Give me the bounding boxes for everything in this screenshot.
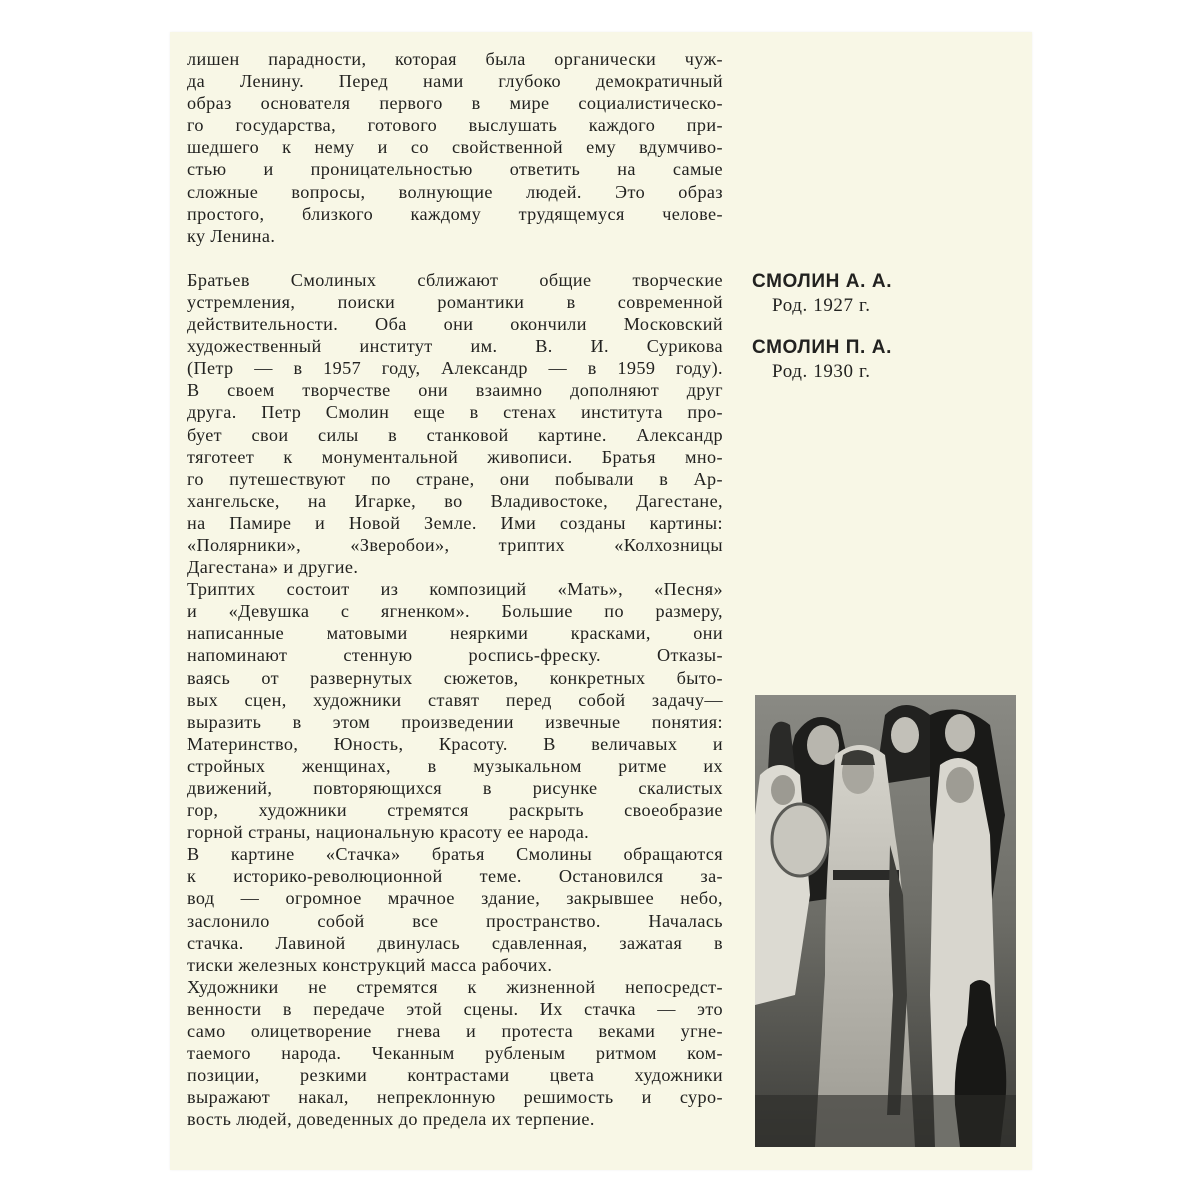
paragraph-4 [187, 843, 723, 976]
text-line: венности в передаче этой сцены. Их стачка — это [187, 998, 723, 1019]
text-line: ку Ленина. [187, 225, 276, 246]
text-line: выражают накал, непреклонную решимость и суро- [187, 1087, 723, 1108]
text-line: сложные вопросы, волнующие людей. Это образ [187, 181, 723, 202]
text-line: устремления, поиски романтики в современной [187, 291, 723, 312]
text-line: и «Девушка с ягненком». Большие по размеру, [187, 601, 723, 622]
text-line: го государства, готового выслушать каждого при- [187, 115, 723, 136]
artist-entry [752, 336, 952, 384]
text-line: Дагестана» и другие. [187, 557, 359, 578]
text-line: написанные матовыми неяркими красками, они [187, 623, 723, 644]
text-line: напоминают стенную роспись-фреску. Отказы- [187, 645, 723, 666]
text-line: художественный институт им. В. И. Сурикова [187, 336, 723, 357]
paragraph-1 [187, 48, 723, 247]
text-line: простого, близкого каждому трудящемуся челове- [187, 203, 723, 224]
text-line: стью и проницательностью ответить на самые [187, 159, 723, 180]
text-line: друга. Петр Смолин еще в стенах института про- [187, 402, 723, 423]
text-line: к историко-революционной теме. Остановился за- [187, 866, 723, 887]
painting-image [755, 695, 1016, 1147]
text-line: заслонило собой все пространство. Началась [187, 910, 723, 931]
text-line: движений, повторяющихся в рисунке скалистых [187, 778, 723, 798]
text-line: В своем творчестве они взаимно дополняют друг [187, 380, 723, 401]
text-line: образ основателя первого в мире социалистическо- [187, 93, 723, 114]
paragraph-3 [187, 578, 723, 843]
artist-entry [752, 270, 952, 318]
text-line: тяготеет к монументальной живописи. Братья мно- [187, 446, 723, 467]
paragraph-5 [187, 976, 723, 1131]
text-line: Братьев Смолиных сближают общие творческие [187, 269, 723, 290]
text-line: вых сцен, художники ставят перед собой задачу— [187, 689, 723, 710]
text-line: ваясь от развернутых сюжетов, конкретных быто- [187, 667, 723, 688]
text-line: стачка. Лавиной двинулась сдавленная, зажатая в [187, 932, 723, 953]
text-line: стройных женщинах, в музыкальном ритме их [187, 755, 723, 776]
text-line: В картине «Стачка» братья Смолины обращаются [187, 844, 723, 865]
text-line: горной страны, национальную красоту ее народа. [187, 822, 590, 843]
text-line: лишен парадности, которая была органически чуж- [187, 49, 723, 69]
text-line: хангельске, на Игарке, во Владивостоке, Дагестане, [187, 490, 723, 511]
text-line: (Петр — в 1957 году, Александр — в 1959 году). [187, 358, 723, 379]
text-line: «Полярники», «Зверобои», триптих «Колхозницы [187, 534, 723, 555]
text-line: таемого народа. Чеканным рубленым ритмом ком- [187, 1043, 723, 1064]
text-line: го путешествуют по стране, они побывали в Ар- [187, 468, 723, 489]
painting-reproduction [755, 695, 1016, 1147]
artist-name: СМОЛИН П. А. [752, 337, 893, 358]
text-line: да Ленину. Перед нами глубоко демократичный [187, 71, 723, 92]
text-line: на Памире и Новой Земле. Ими созданы картины: [187, 512, 723, 533]
text-line: Материнство, Юность, Красоту. В величавых и [187, 733, 723, 754]
text-line: вость людей, доведенных до предела их терпение. [187, 1109, 595, 1130]
text-line: выразить в этом произведении извечные понятия: [187, 711, 723, 732]
artist-birth-year: Род. 1930 г. [772, 361, 871, 382]
text-line: Триптих состоит из композиций «Мать», «Песня» [187, 579, 723, 600]
text-line: гор, художники стремятся раскрыть своеобразие [187, 800, 723, 821]
text-line: позиции, резкими контрастами цвета художники [187, 1065, 723, 1086]
artist-birth-year: Род. 1927 г. [772, 295, 871, 316]
paragraph-2 [187, 269, 723, 578]
text-line: само олицетворение гнева и протеста веками угне- [187, 1021, 723, 1042]
text-line: тиски железных конструкций масса рабочих. [187, 954, 553, 975]
artist-name: СМОЛИН А. А. [752, 271, 893, 292]
text-line: Художники не стремятся к жизненной непосредст- [187, 976, 723, 997]
text-line: действительности. Оба они окончили Московский [187, 314, 723, 335]
text-line: вод — огромное мрачное здание, закрывшее небо, [187, 888, 723, 909]
main-text-column [187, 48, 723, 1131]
text-line: шедшего к нему и со свойственной ему вдумчиво- [187, 137, 723, 158]
artist-sidebar [752, 270, 952, 402]
text-line: бует свои силы в станковой картине. Александр [187, 424, 723, 445]
